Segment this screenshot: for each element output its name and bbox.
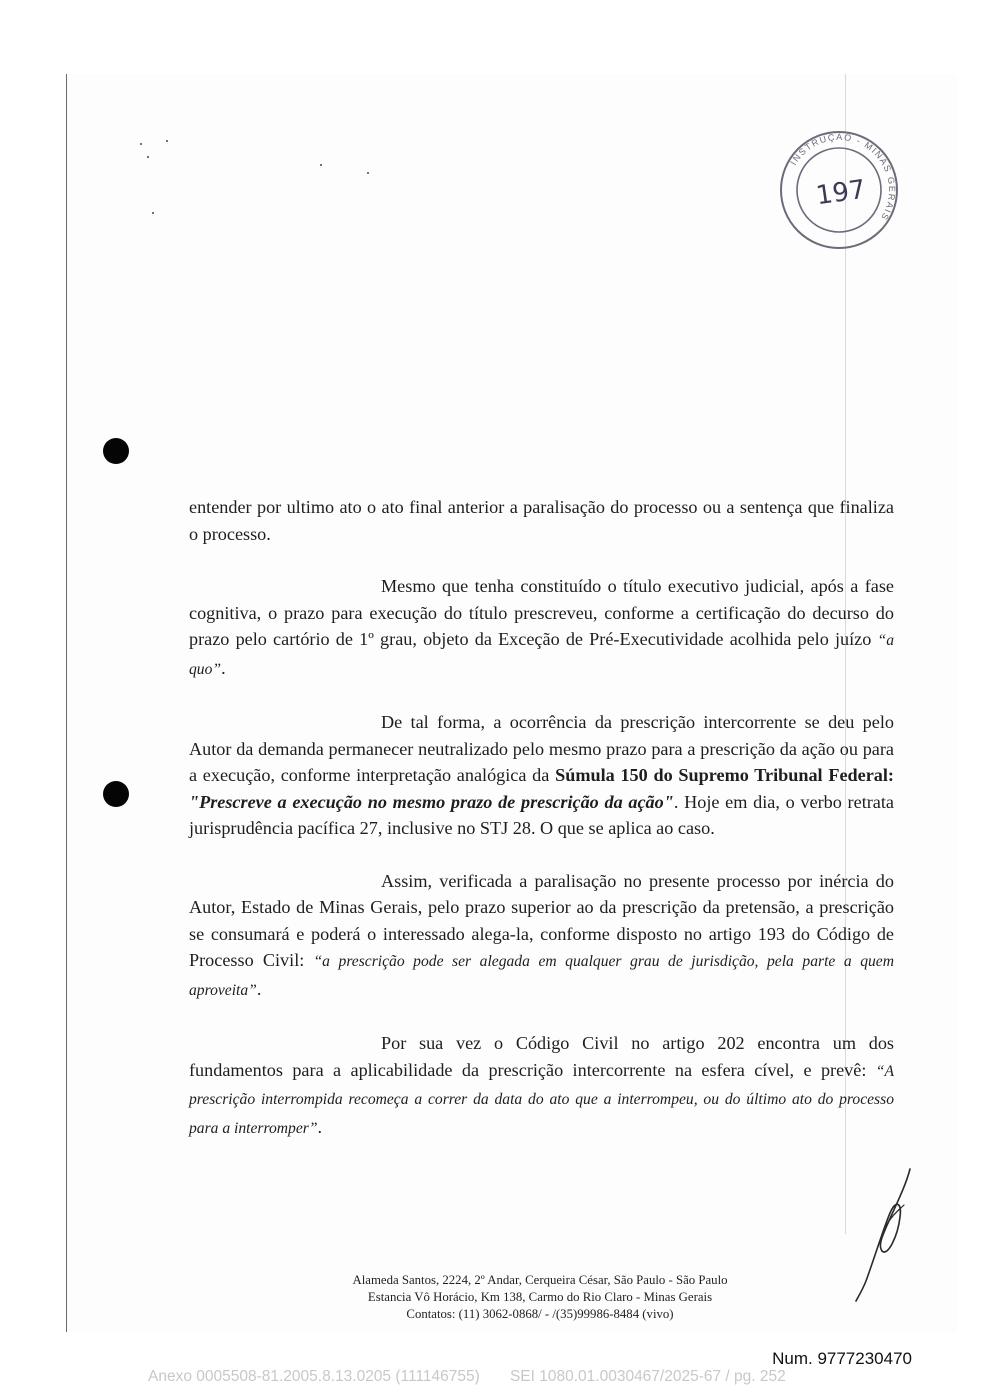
paragraph-3-text: De tal forma, a ocorrência da prescrição intercorrente se deu pelo Autor da demanda permanecer neutralizado pelo mesmo prazo para a prescrição da ação ou para a execução, conforme interpretação analógica da [189,712,894,785]
punch-hole [103,781,129,807]
stamp-ring-text: INSTRUÇÃO - MINAS GERAIS [788,131,898,223]
handwritten-signature [848,1165,918,1305]
footer-address-mg: Estancia Vô Horácio, Km 138, Carmo do Rio Claro - Minas Gerais [367,1290,713,1304]
punch-hole [103,438,129,464]
document-body [189,494,894,1168]
paragraph-1 [189,494,894,547]
footer-contacts: Contatos: (11) 3062-0868/ - /(35)99986-8484 (vivo) [406,1307,674,1321]
paragraph-2-end: . [221,657,226,678]
paragraph-3-text-end: . Hoje em dia, o verbo retrata jurisprudência pacífica 27, inclusive no STJ 28. O que se aplica ao caso. [189,791,894,838]
page-number-stamp [777,128,901,252]
cpc-193-quote: “a prescrição pode ser alegada em qualquer grau de jurisdição, pela parte a quem aproveita” [189,953,894,999]
paragraph-2-text: Mesmo que tenha constituído o título executivo judicial, após a fase cognitiva, o prazo para execução do título prescreveu, conforme a certificação do decurso do prazo pelo cartório de 1º grau, objeto da Exceção de Pré-Executividade acolhida pelo juízo [189,576,894,649]
scan-speck [147,156,149,158]
footer-address-sp: Alameda Santos, 2224, 2º Andar, Cerqueira César, São Paulo - São Paulo [352,1273,728,1287]
paragraph-4-text: Assim, verificada a paralisação no presente processo por inércia do Autor, Estado de Minas Gerais, pelo prazo superior ao da prescrição da pretensão, a prescrição se consumará e poderá o interessado alega-la, conforme disposto no artigo 193 do Código de Processo Civil: [189,870,894,970]
sumula-150-quote: "Prescreve a execução no mesmo prazo de prescrição da ação" [189,791,674,812]
letterhead-footer [240,1272,840,1323]
scan-speck [367,172,369,174]
stamp-page-number: 197 [814,174,868,212]
annex-watermark-line: Anexo 0005508-81.2005.8.13.0205 (111146755) SEI 1080.01.0030467/2025-67 / pg. 252 [148,1368,786,1385]
paragraph-5-text: Por sua vez o Código Civil no artigo 202 encontra um dos fundamentos para a aplicabilidade da prescrição intercorrente na esfera cível, e prevê: [189,1033,894,1080]
paragraph-4 [189,868,894,1005]
paragraph-4-end: . [256,978,262,999]
scan-speck [320,164,322,166]
scan-speck [140,143,142,145]
document-number: Num. 9777230470 [772,1349,912,1368]
quote-a-quo: “a quo” [189,632,894,678]
paragraph-1-text: entender por ultimo ato o ato final anterior a paralisação do processo ou a sentença que finaliza o processo. [189,497,894,544]
paragraph-2 [189,573,894,683]
scan-speck [152,212,154,214]
paragraph-5 [189,1030,894,1142]
paragraph-3 [189,709,894,842]
cc-202-quote: “A prescrição interrompida recomeça a correr da data do ato que a interrompeu, ou do último ato do processo para a interromper” [189,1062,894,1137]
scan-speck [166,140,168,142]
sumula-150-reference: Súmula 150 do Supremo Tribunal Federal: [555,765,894,785]
paragraph-5-end: . [317,1116,323,1137]
